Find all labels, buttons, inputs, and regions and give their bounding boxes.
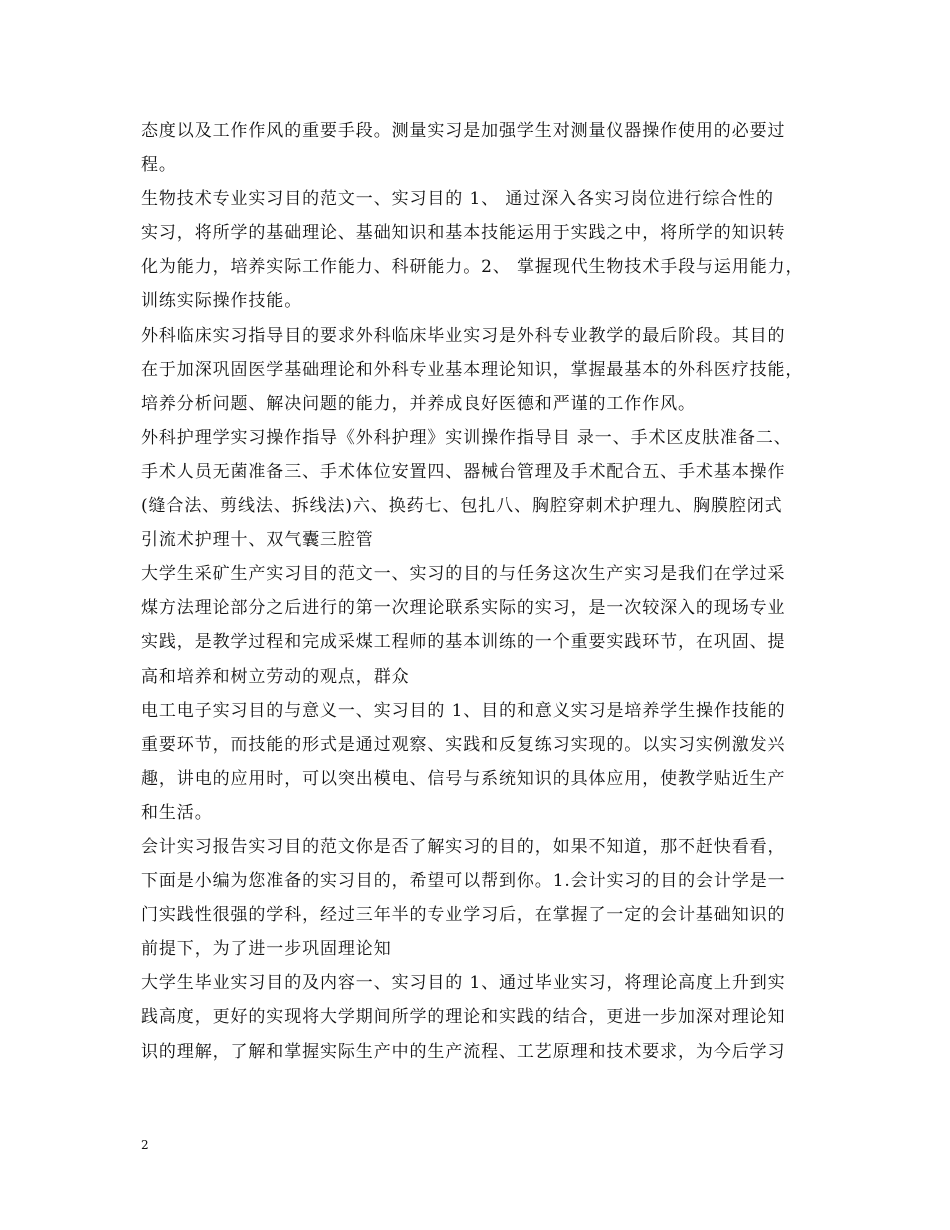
page-number: 2 [141,1138,149,1152]
text-line: 实践，是教学过程和完成采煤工程师的基本训练的一个重要实践环节，在巩固、提 [141,632,786,653]
text-line: 程。 [141,155,177,176]
text-line: 外科护理学实习操作指导《外科护理》实训操作指导目 录一、手术区皮肤准备二、 [141,427,792,448]
text-line: 识的理解，了解和掌握实际生产中的生产流程、工艺原理和技术要求，为今后学习 [141,1041,786,1062]
text-line: 煤方法理论部分之后进行的第一次理论联系实际的实习，是一次较深入的现场专业 [141,598,786,619]
text-line: 手术人员无菌准备三、手术体位安置四、器械台管理及手术配合五、手术基本操作 [141,461,786,482]
text-line: 生物技术专业实习目的范文一、实习目的 1、 通过深入各实习岗位进行综合性的 [141,189,774,210]
text-line: 培养分析问题、解决问题的能力，并养成良好医德和严谨的工作作风。 [141,393,696,414]
paragraph-surgical-clinical [141,319,811,421]
text-line: (缝合法、剪线法、拆线法)六、换药七、包扎八、胸腔穿刺术护理九、胸膜腔闭式 [141,496,783,517]
text-line: 和生活。 [141,802,213,823]
text-line: 引流术护理十、双气囊三腔管 [141,530,374,551]
text-line: 趣，讲电的应用时，可以突出模电、信号与系统知识的具体应用，使教学贴近生产 [141,768,786,789]
text-line: 大学生毕业实习目的及内容一、实习目的 1、通过毕业实习，将理论高度上升到实 [141,973,786,994]
paragraph-mining-production [141,557,811,693]
text-line: 电工电子实习目的与意义一、实习目的 1、目的和意义实习是培养学生操作技能的 [141,700,786,721]
paragraph-electrical-electronics [141,694,811,830]
text-line: 前提下，为了进一步巩固理论知 [141,939,392,960]
text-line: 高和培养和树立劳动的观点，群众 [141,666,410,687]
text-line: 门实践性很强的学科，经过三年半的专业学习后，在掌握了一定的会计基础知识的 [141,905,786,926]
text-line: 下面是小编为您准备的实习目的，希望可以帮到你。1.会计实习的目的会计学是一 [141,871,786,892]
text-line: 践高度，更好的实现将大学期间所学的理论和实践的结合，更进一步加深对理论知 [141,1007,786,1028]
text-line: 态度以及工作作风的重要手段。测量实习是加强学生对测量仪器操作使用的必要过 [141,121,786,141]
text-line: 重要环节，而技能的形式是通过观察、实践和反复练习实现的。以实习实例激发兴 [141,734,786,755]
text-line: 实习，将所学的基础理论、基础知识和基本技能运用于实践之中，将所学的知识转 [141,223,786,244]
text-line: 外科临床实习指导目的要求外科临床毕业实习是外科专业教学的最后阶段。其目的 [141,325,786,346]
document-body [141,114,811,1069]
text-line: 在于加深巩固医学基础理论和外科专业基本理论知识，掌握最基本的外科医疗技能， [141,359,804,380]
text-line: 大学生采矿生产实习目的范文一、实习的目的与任务这次生产实习是我们在学过采 [141,564,786,585]
paragraph-surveying-purpose [141,114,811,182]
paragraph-surgical-nursing [141,421,811,557]
paragraph-graduation-internship [141,966,811,1068]
text-line: 训练实际操作技能。 [141,291,303,312]
paragraph-biotech-internship [141,182,811,318]
text-line: 化为能力，培养实际工作能力、科研能力。2、 掌握现代生物技术手段与运用能力， [141,257,804,278]
text-line: 会计实习报告实习目的范文你是否了解实习的目的，如果不知道，那不赶快看看， [141,836,786,857]
paragraph-accounting-report [141,830,811,966]
